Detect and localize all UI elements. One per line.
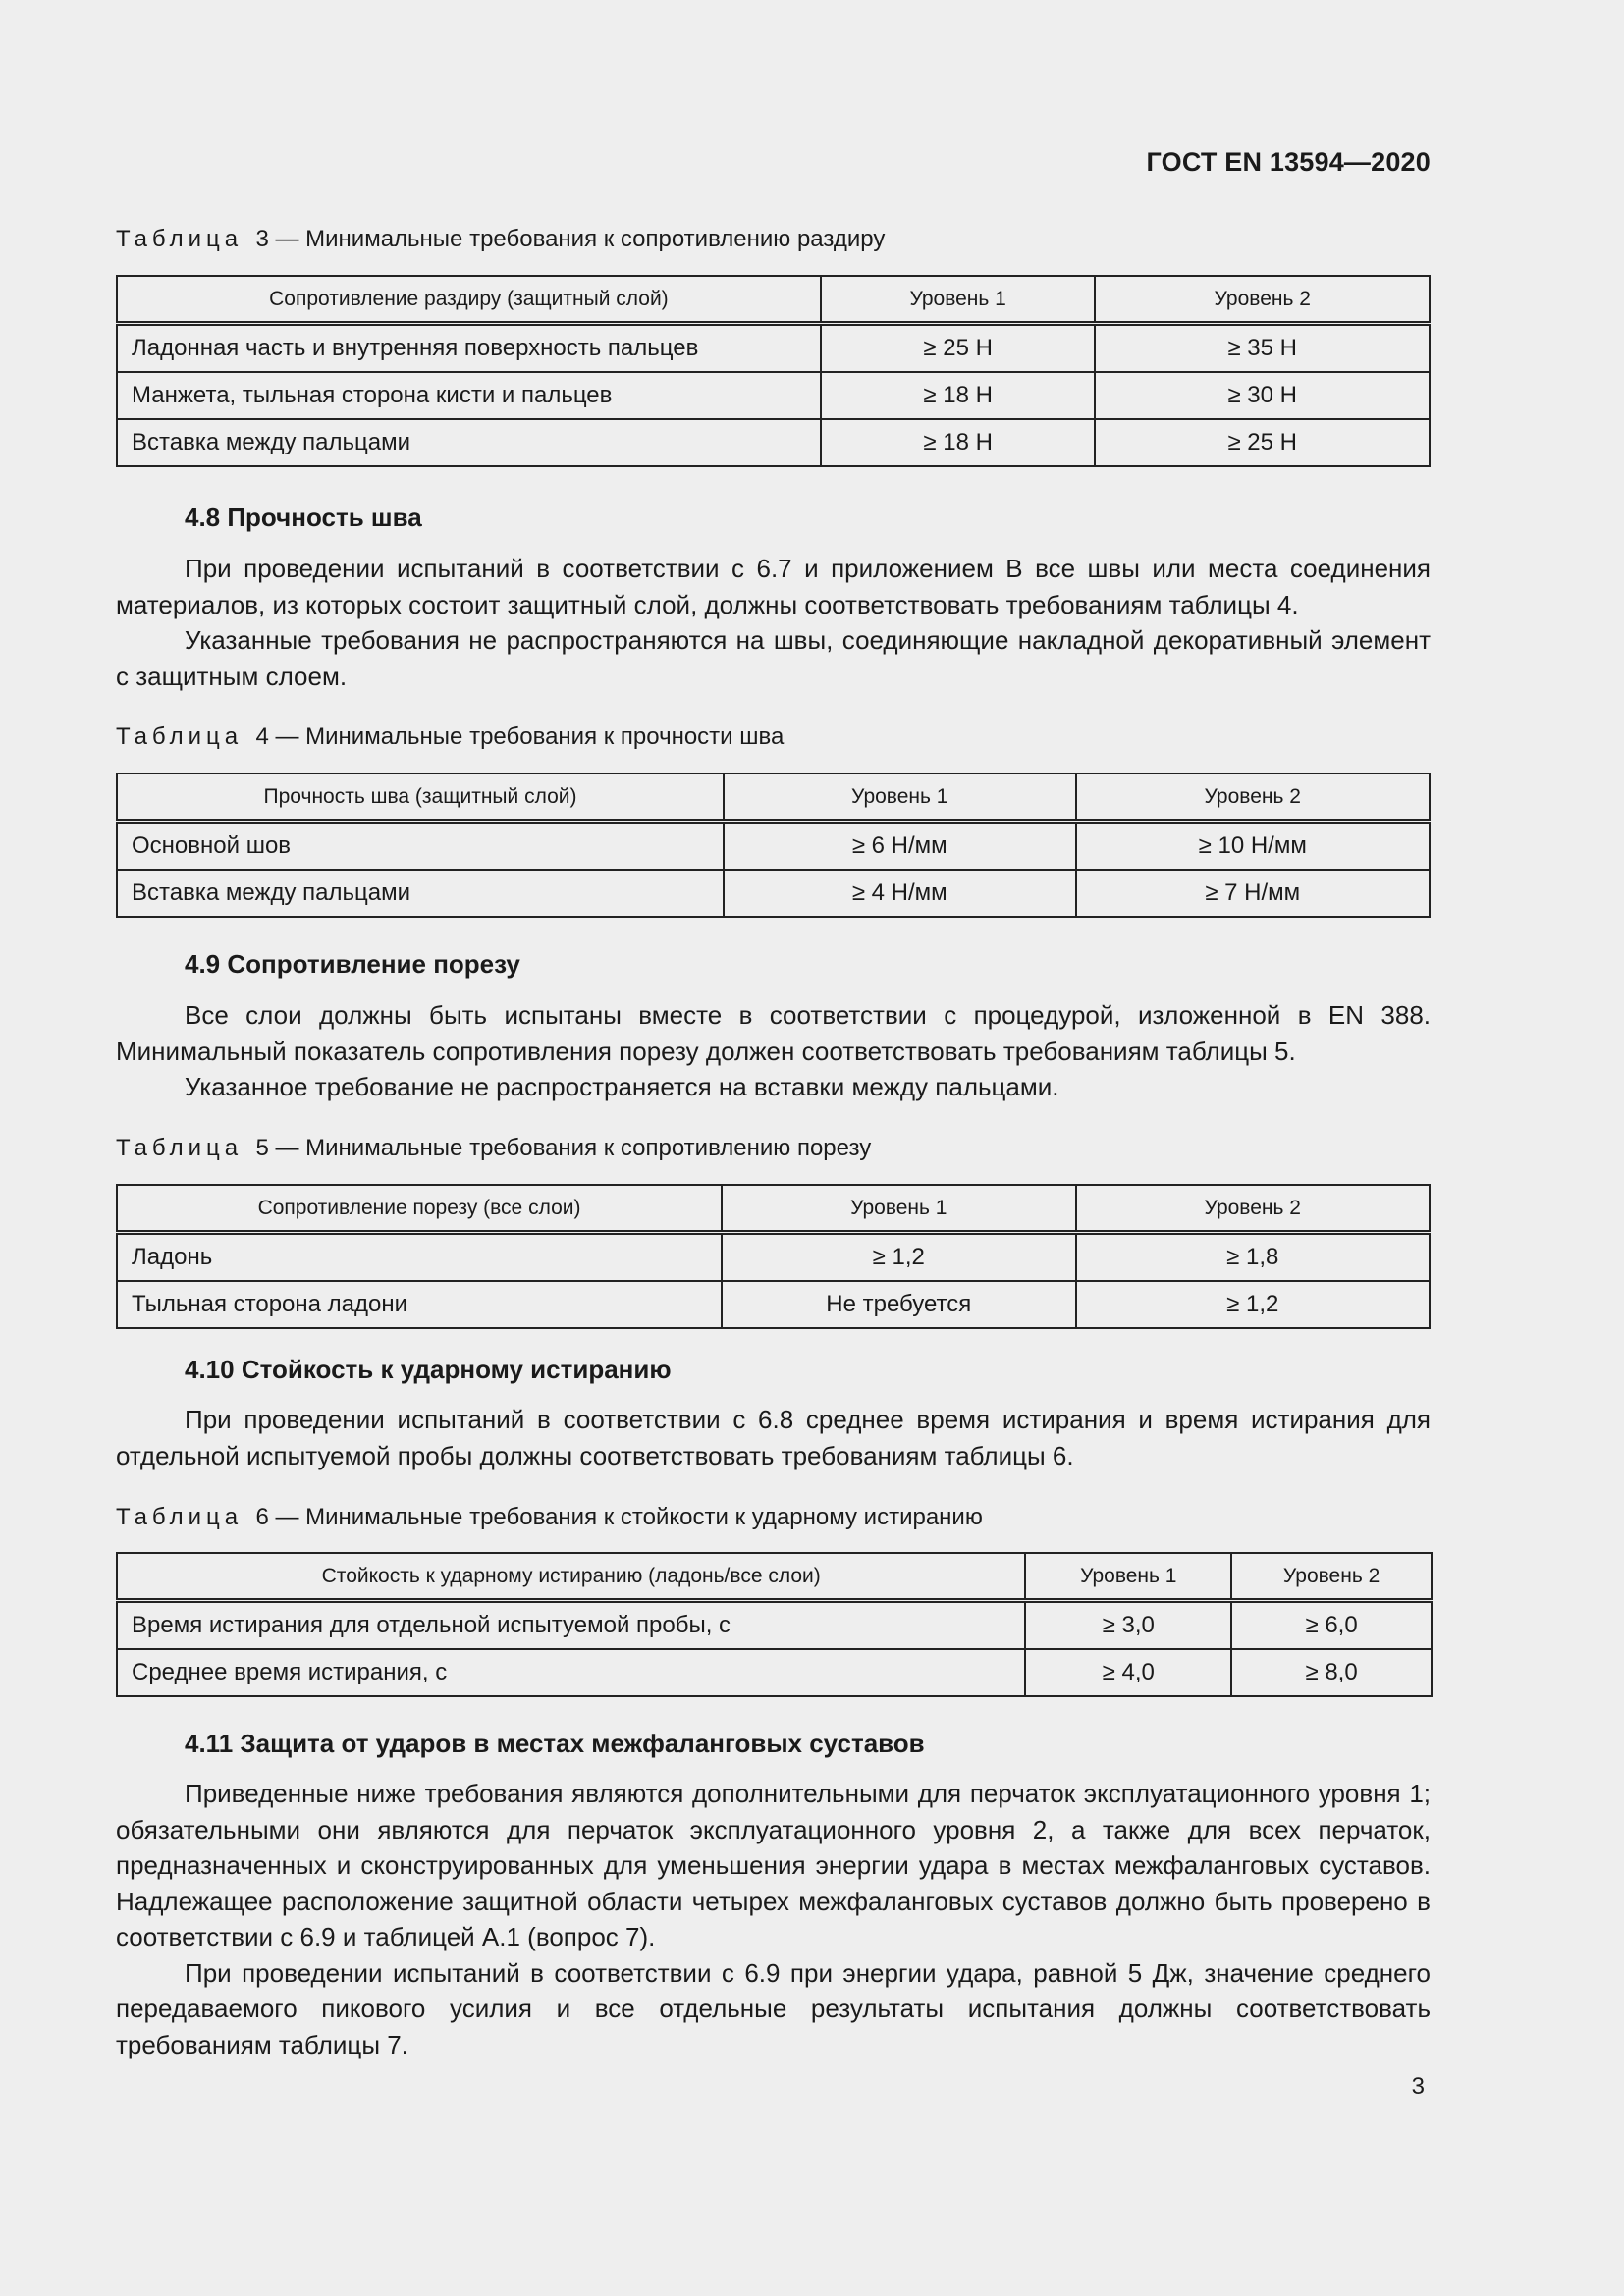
page-number: 3 bbox=[1411, 2073, 1425, 2100]
table4-caption-word: Таблица bbox=[116, 723, 244, 750]
table-cell: Манжета, тыльная сторона кисти и пальцев bbox=[117, 372, 821, 419]
table-row bbox=[117, 870, 1430, 917]
table-cell: Основной шов bbox=[117, 822, 724, 871]
table-cell: Ладонная часть и внутренняя поверхность пальцев bbox=[117, 324, 821, 373]
table-header-cell: Уровень 2 bbox=[1095, 276, 1430, 324]
table3 bbox=[116, 275, 1431, 467]
standard-code: ГОСТ EN 13594—2020 bbox=[1146, 147, 1431, 177]
table-header-row bbox=[117, 1553, 1432, 1601]
section-4-10-title: 4.10 Стойкость к ударному истиранию bbox=[185, 1355, 672, 1384]
table-header-cell: Стойкость к ударному истиранию (ладонь/все слои) bbox=[117, 1553, 1025, 1601]
paragraph: Указанное требование не распространяется на вставки между пальцами. bbox=[185, 1072, 1059, 1101]
table-header-cell: Прочность шва (защитный слой) bbox=[117, 774, 724, 822]
table-row bbox=[117, 1601, 1432, 1650]
paragraph: При проведении испытаний в соответствии с 6.7 и приложением В все швы или места соединения материалов, из которых состоит защитный слой, должны соответствовать требованиям таблицы 4. bbox=[116, 554, 1431, 619]
table-row bbox=[117, 372, 1430, 419]
section-4-8-text bbox=[116, 551, 1431, 694]
section-4-9-title: 4.9 Сопротивление порезу bbox=[185, 949, 520, 979]
section-4-11-text bbox=[116, 1776, 1431, 2062]
table5 bbox=[116, 1184, 1431, 1329]
table-header-row bbox=[117, 774, 1430, 822]
paragraph: При проведении испытаний в соответствии с 6.8 среднее время истирания и время истирания для отдельной испытуемой пробы должны соответствовать требованиям таблицы 6. bbox=[116, 1405, 1431, 1470]
section-4-8-title: 4.8 Прочность шва bbox=[185, 503, 422, 532]
table3-caption-word: Таблица bbox=[116, 226, 244, 252]
table-cell: ≥ 18 Н bbox=[821, 372, 1096, 419]
table-header-cell: Уровень 2 bbox=[1076, 774, 1431, 822]
table-row bbox=[117, 324, 1430, 373]
table-cell: ≥ 25 Н bbox=[1095, 419, 1430, 466]
table-cell: Не требуется bbox=[722, 1281, 1076, 1328]
table-cell: ≥ 1,8 bbox=[1076, 1233, 1430, 1282]
table-cell: ≥ 1,2 bbox=[722, 1233, 1076, 1282]
table-cell: ≥ 7 Н/мм bbox=[1076, 870, 1431, 917]
table6-caption bbox=[116, 1504, 983, 1531]
table-header-cell: Сопротивление порезу (все слои) bbox=[117, 1185, 722, 1233]
table4-caption bbox=[116, 723, 784, 751]
table-cell: Тыльная сторона ладони bbox=[117, 1281, 722, 1328]
table-cell: ≥ 6,0 bbox=[1231, 1601, 1432, 1650]
paragraph: При проведении испытаний в соответствии с 6.9 при энергии удара, равной 5 Дж, значение среднего передаваемого пикового усилия и все отдельные результаты испытания должны соответствовать требованиям таблицы 7. bbox=[116, 1957, 1431, 2059]
table-cell: ≥ 25 Н bbox=[821, 324, 1096, 373]
table-cell: ≥ 10 Н/мм bbox=[1076, 822, 1431, 871]
table-header-cell: Сопротивление раздиру (защитный слой) bbox=[117, 276, 821, 324]
table6-caption-word: Таблица bbox=[116, 1504, 244, 1530]
table-row bbox=[117, 1281, 1430, 1328]
table-cell: Ладонь bbox=[117, 1233, 722, 1282]
table-header-cell: Уровень 1 bbox=[1025, 1553, 1231, 1601]
table5-caption bbox=[116, 1135, 871, 1162]
table4 bbox=[116, 773, 1431, 918]
table-header-cell: Уровень 1 bbox=[821, 276, 1096, 324]
paragraph: Указанные требования не распространяются на швы, соединяющие накладной декоративный элемент с защитным слоем. bbox=[116, 625, 1431, 691]
table-cell: ≥ 8,0 bbox=[1231, 1649, 1432, 1696]
table-cell: ≥ 35 Н bbox=[1095, 324, 1430, 373]
table5-caption-word: Таблица bbox=[116, 1135, 244, 1161]
table-row bbox=[117, 1233, 1430, 1282]
table-cell: ≥ 18 Н bbox=[821, 419, 1096, 466]
table3-caption-text: 3 — Минимальные требования к сопротивлению раздиру bbox=[255, 226, 886, 252]
table-header-cell: Уровень 1 bbox=[722, 1185, 1076, 1233]
table-header-cell: Уровень 2 bbox=[1231, 1553, 1432, 1601]
table-header-row bbox=[117, 276, 1430, 324]
table-cell: Среднее время истирания, с bbox=[117, 1649, 1025, 1696]
table-cell: Вставка между пальцами bbox=[117, 419, 821, 466]
table4-caption-text: 4 — Минимальные требования к прочности шва bbox=[255, 723, 785, 750]
table-cell: ≥ 4 Н/мм bbox=[724, 870, 1075, 917]
table-cell: Вставка между пальцами bbox=[117, 870, 724, 917]
paragraph: Приведенные ниже требования являются дополнительными для перчаток эксплуатационного уровня 1; обязательными они являются для перчаток эксплуатационного уровня 2, а также для всех перчаток, предназначенных и сконструированных для уменьшения энергии удара в местах межфаланговых суставов. Надлежащее расположение защитной области четырех межфаланговых суставов должно быть проверено в соответствии с 6.9 и таблицей А.1 (вопрос 7). bbox=[116, 1779, 1431, 1951]
section-4-9-text bbox=[116, 997, 1431, 1105]
table3-caption bbox=[116, 226, 885, 253]
table-row bbox=[117, 1649, 1432, 1696]
table-cell: ≥ 4,0 bbox=[1025, 1649, 1231, 1696]
table6-caption-text: 6 — Минимальные требования к стойкости к ударному истиранию bbox=[255, 1504, 983, 1530]
table5-caption-text: 5 — Минимальные требования к сопротивлению порезу bbox=[255, 1135, 872, 1161]
table6 bbox=[116, 1552, 1433, 1697]
table-header-cell: Уровень 2 bbox=[1076, 1185, 1430, 1233]
table-cell: ≥ 1,2 bbox=[1076, 1281, 1430, 1328]
table-cell: Время истирания для отдельной испытуемой пробы, с bbox=[117, 1601, 1025, 1650]
table-cell: ≥ 6 Н/мм bbox=[724, 822, 1075, 871]
table-row bbox=[117, 822, 1430, 871]
section-4-10-text bbox=[116, 1402, 1431, 1473]
table-header-cell: Уровень 1 bbox=[724, 774, 1075, 822]
paragraph: Все слои должны быть испытаны вместе в соответствии с процедурой, изложенной в EN 388. Минимальный показатель сопротивления порезу должен соответствовать требованиям таблицы 5. bbox=[116, 1000, 1431, 1066]
table-header-row bbox=[117, 1185, 1430, 1233]
table-cell: ≥ 30 Н bbox=[1095, 372, 1430, 419]
table-row bbox=[117, 419, 1430, 466]
table-cell: ≥ 3,0 bbox=[1025, 1601, 1231, 1650]
section-4-11-title: 4.11 Защита от ударов в местах межфаланговых суставов bbox=[185, 1729, 925, 1758]
